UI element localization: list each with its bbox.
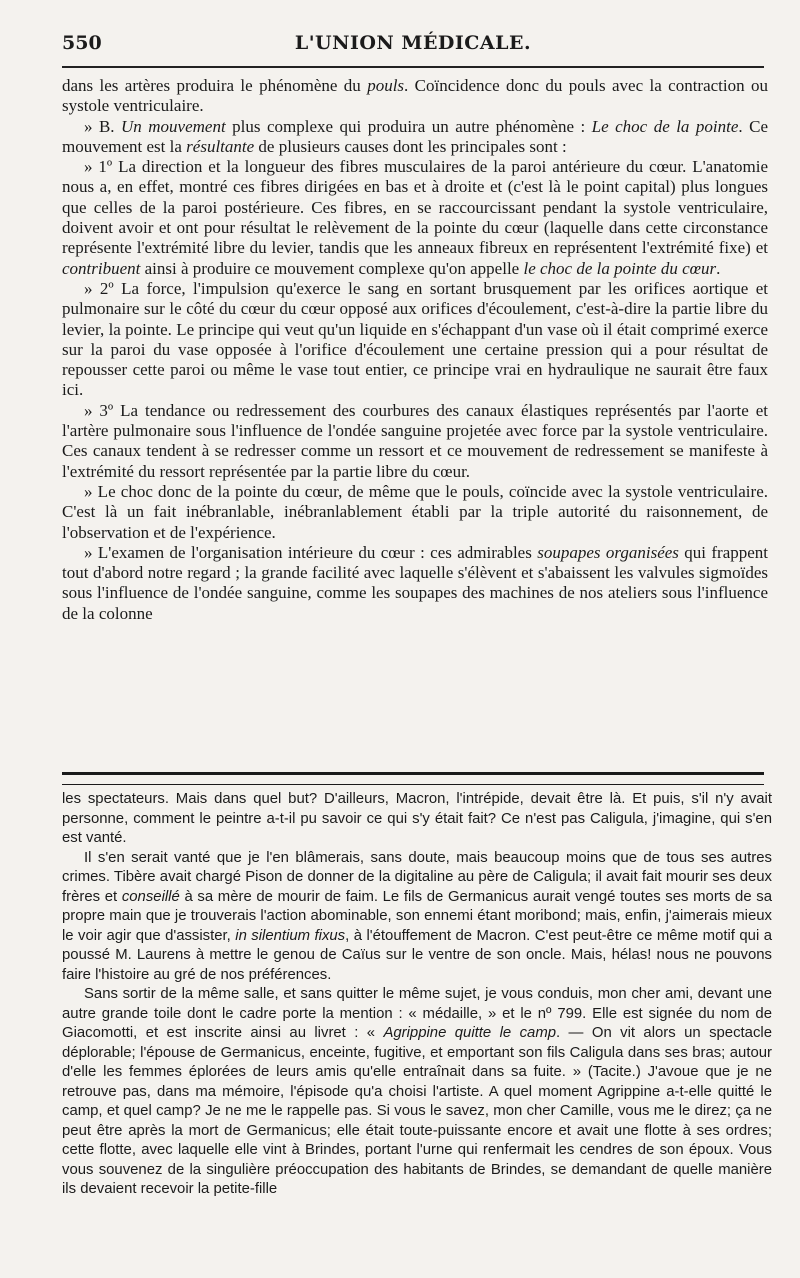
page-header xyxy=(62,32,764,60)
main-text xyxy=(62,76,768,624)
paragraph-choc-pointe: » B. Un mouvement plus complexe qui produira un autre phénomène : Le choc de la pointe. Ce mouvement est la résultante de plusieurs causes dont les principales sont : xyxy=(62,116,768,156)
paragraph-cause-3: » 3º La tendance ou redressement des courbures des canaux élastiques représentés par l'aorte et l'artère pulmonaire sous l'influence de l'ondée sanguine projetée avec force par la systole ventriculaire. Ces canaux tendent à se redresser comme un ressort et ce mouvement de redressement se manifeste à l'extrémité du ressort représentée par la partie libre du cœur. xyxy=(62,400,768,481)
paragraph-conclusion: » Le choc donc de la pointe du cœur, de même que le pouls, coïncide avec la systole ventriculaire. C'est là un fait inébranlable, inébranlablement établi par la triple autorité du raisonnement, de l'observation et de l'expérience. xyxy=(62,481,768,542)
page-number: 550 xyxy=(62,32,102,54)
feuilleton-paragraph-1: les spectateurs. Mais dans quel but? D'ailleurs, Macron, l'intrépide, devait être là. Et puis, s'il n'y avait personne, comment le peintre a-t-il pu savoir ce qui s'y était fait? Ce n'est pas Caligula, j'imagine, qui s'en est vanté. xyxy=(62,791,772,846)
feuilleton-separator xyxy=(62,772,764,785)
header-rule xyxy=(62,66,764,68)
feuilleton-paragraph-2: Il s'en serait vanté que je l'en blâmerais, sans doute, mais beaucoup moins que de tous ses autres crimes. Tibère avait chargé Pison de donner de la digitaline au père de Caligula; il avait fait mourir ses deux frères et conseillé à sa mère de mourir de faim. Le fils de Germanicus aurait vengé toutes ses morts de sa propre main que je trouverais l'action abominable, son ennemi étant moribond; mais, enfin, j'aimerais mieux le voir agir que d'assister, in silentium fixus, à l'étouffement de Macron. C'est peut-être ce même motif qui a poussé M. Laurens à mettre le genou de Caïus sur le ventre de son oncle. Mais, hélas! nous ne pouvons faire l'histoire au gré de nos préférences. xyxy=(62,849,772,983)
feuilleton-text xyxy=(62,790,772,1200)
paragraph-pouls: dans les artères produira le phénomène du pouls. Coïncidence donc du pouls avec la contraction ou systole ventriculaire. xyxy=(62,76,768,116)
paragraph-cause-1: » 1º La direction et la longueur des fibres musculaires de la paroi antérieure du cœur. L'anatomie nous a, en effet, montré ces fibres dirigées en bas et à droite et (c'est là le point capital) plus longues que celles de la paroi postérieure. Ces fibres, en se raccourcissant pendant la systole ventriculaire, doivent avoir et ont pour résultat le relèvement de la pointe du cœur (laquelle dans cette circonstance représente l'extrémité libre du levier, tandis que les anneaux fibreux en représentent l'extrémité fixe) et contribuent ainsi à produire ce mouvement complexe qu'on appelle le choc de la pointe du cœur. xyxy=(62,157,768,278)
paragraph-examen: » L'examen de l'organisation intérieure du cœur : ces admirables soupapes organisées qui frappent tout d'abord notre regard ; la grande facilité avec laquelle s'élèvent et s'abaissent les valvules sigmoïdes sous l'influence de l'ondée sanguine, comme les soupapes des machines de nos ateliers sous l'influence de la colonne xyxy=(62,542,769,623)
feuilleton-paragraph-3: Sans sortir de la même salle, et sans quitter le même sujet, je vous conduis, mon cher ami, devant une autre grande toile dont le cadre porte la mention : « médaille, » et le nº 799. Elle est signée du nom de Giacomotti, et est inscrite ainsi au livret : « Agrippine quitte le camp. — On vit alors un spectacle déplorable; l'épouse de Germanicus, enceinte, fugitive, et emportant son fils Caligula dans ses bras; autour d'elle les femmes éplorées de leurs amis qu'elle entraînait dans sa fuite. » (Tacite.) J'avoue que je ne retrouve pas, dans ma mémoire, l'épisode qu'a choisi l'artiste. A quel moment Agrippine a-t-elle quitté le camp, et quel camp? Je ne me le rappelle pas. Si vous le savez, mon cher Camille, vous me le direz; ça ne peut être après la mort de Germanicus; elle était toute-puissante encore et avait une flotte à ses ordres; cette flotte, avec laquelle elle vint à Brindes, portant l'urne qui renfermait les cendres de son époux. Vous vous souvenez de la singulière préoccupation des habitants de Brindes, se demandant de quelle manière ils devaient recevoir la petite-fille xyxy=(62,986,772,1197)
paragraph-cause-2: » 2º La force, l'impulsion qu'exerce le sang en sortant brusquement par les orifices aortique et pulmonaire sur le côté du cœur du cœur opposé aux orifices d'écoulement, c'est-à-dire la partie libre du levier, la pointe. Le principe qui veut qu'un liquide en s'échappant d'un vase où il était comprimé exerce sur la paroi du vase opposée à l'orifice d'écoulement une certaine pression qui a pour résultat de repousser cette paroi ou même le vase tout entier, ce principe vrai en hydraulique ne saurait être faux ici. xyxy=(62,278,768,400)
running-title: L'UNION MÉDICALE. xyxy=(294,32,532,54)
